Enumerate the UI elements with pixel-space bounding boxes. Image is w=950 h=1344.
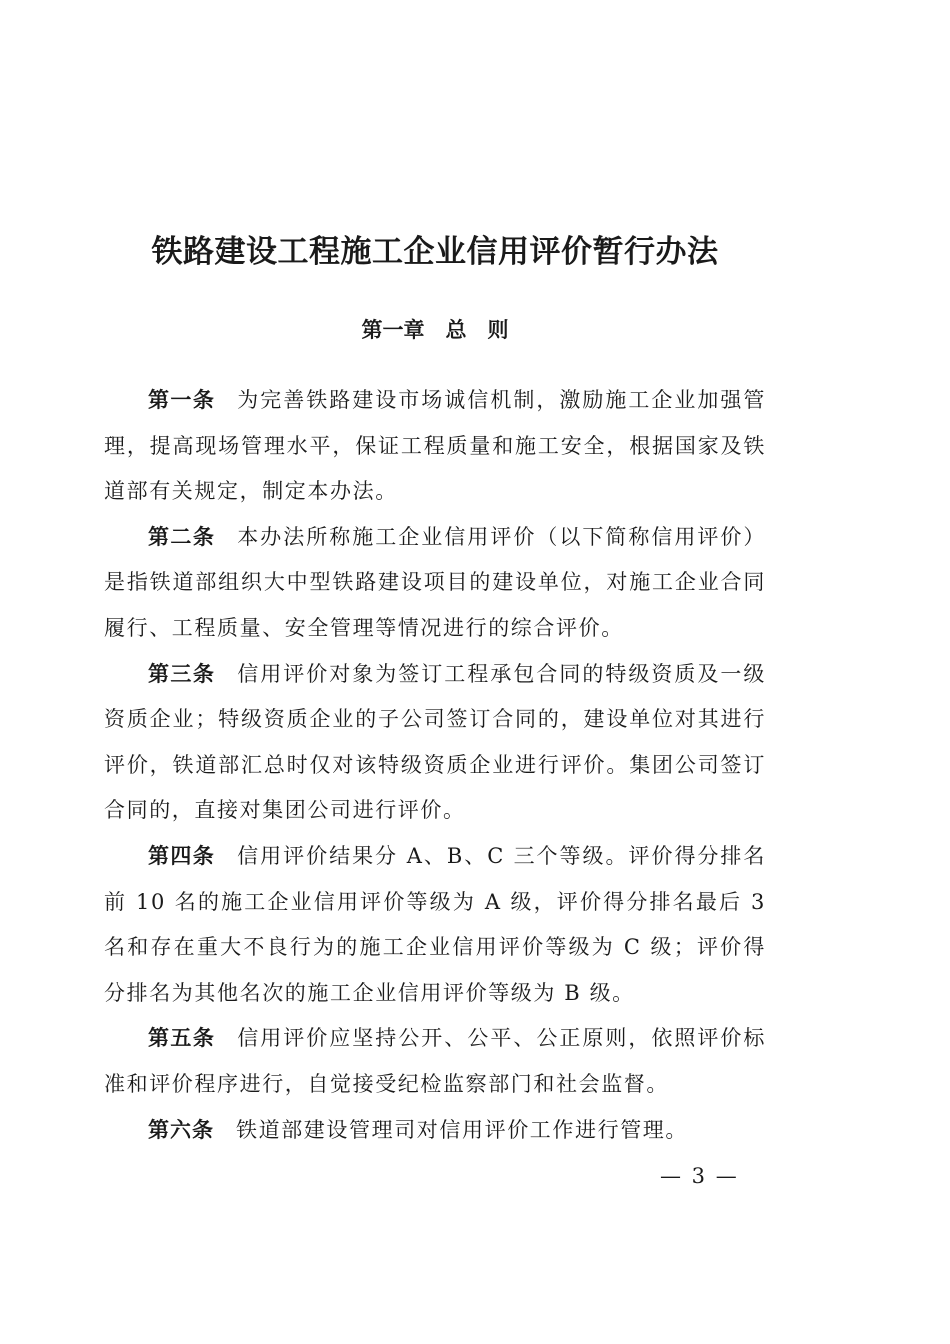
article-paragraph (104, 1016, 766, 1107)
article-label: 第三条 (148, 661, 216, 686)
document-body (104, 378, 766, 1153)
article-label: 第六条 (148, 1117, 214, 1142)
article-paragraph (104, 515, 766, 652)
article-label: 第四条 (148, 843, 216, 868)
article-paragraph (104, 378, 766, 515)
article-paragraph (104, 834, 766, 1016)
article-text: 信用评价应坚持公开、公平、公正原则，依照评价标准和评价程序进行，自觉接受纪检监察部门和社会监督。 (104, 1026, 766, 1096)
article-paragraph (104, 652, 766, 834)
article-text: 本办法所称施工企业信用评价（以下简称信用评价）是指铁道部组织大中型铁路建设项目的建设单位，对施工企业合同履行、工程质量、安全管理等情况进行的综合评价。 (104, 524, 766, 640)
article-paragraph (104, 1108, 766, 1154)
article-label: 第五条 (148, 1026, 216, 1051)
chapter-heading: 第一章 总 则 (361, 318, 509, 342)
article-text: 铁道部建设管理司对信用评价工作进行管理。 (236, 1117, 688, 1142)
article-text: 信用评价对象为签订工程承包合同的特级资质及一级资质企业；特级资质企业的子公司签订合同的，建设单位对其进行评价，铁道部汇总时仅对该特级资质企业进行评价。集团公司签订合同的，直接对集团公司进行评价。 (104, 661, 766, 823)
document-title: 铁路建设工程施工企业信用评价暂行办法 (151, 234, 719, 270)
article-text: 信用评价结果分 A、B、C 三个等级。评价得分排名前 10 名的施工企业信用评价等级为 A 级，评价得分排名最后 3 名和存在重大不良行为的施工企业信用评价等级为 C 级；评价得分排名为其他名次的施工企业信用评价等级为 B 级。 (104, 843, 767, 1005)
page-number: — 3 — (660, 1164, 739, 1188)
article-label: 第二条 (148, 524, 216, 549)
article-text: 为完善铁路建设市场诚信机制，激励施工企业加强管理，提高现场管理水平，保证工程质量和施工安全，根据国家及铁道部有关规定，制定本办法。 (104, 388, 766, 504)
article-label: 第一条 (148, 388, 216, 412)
